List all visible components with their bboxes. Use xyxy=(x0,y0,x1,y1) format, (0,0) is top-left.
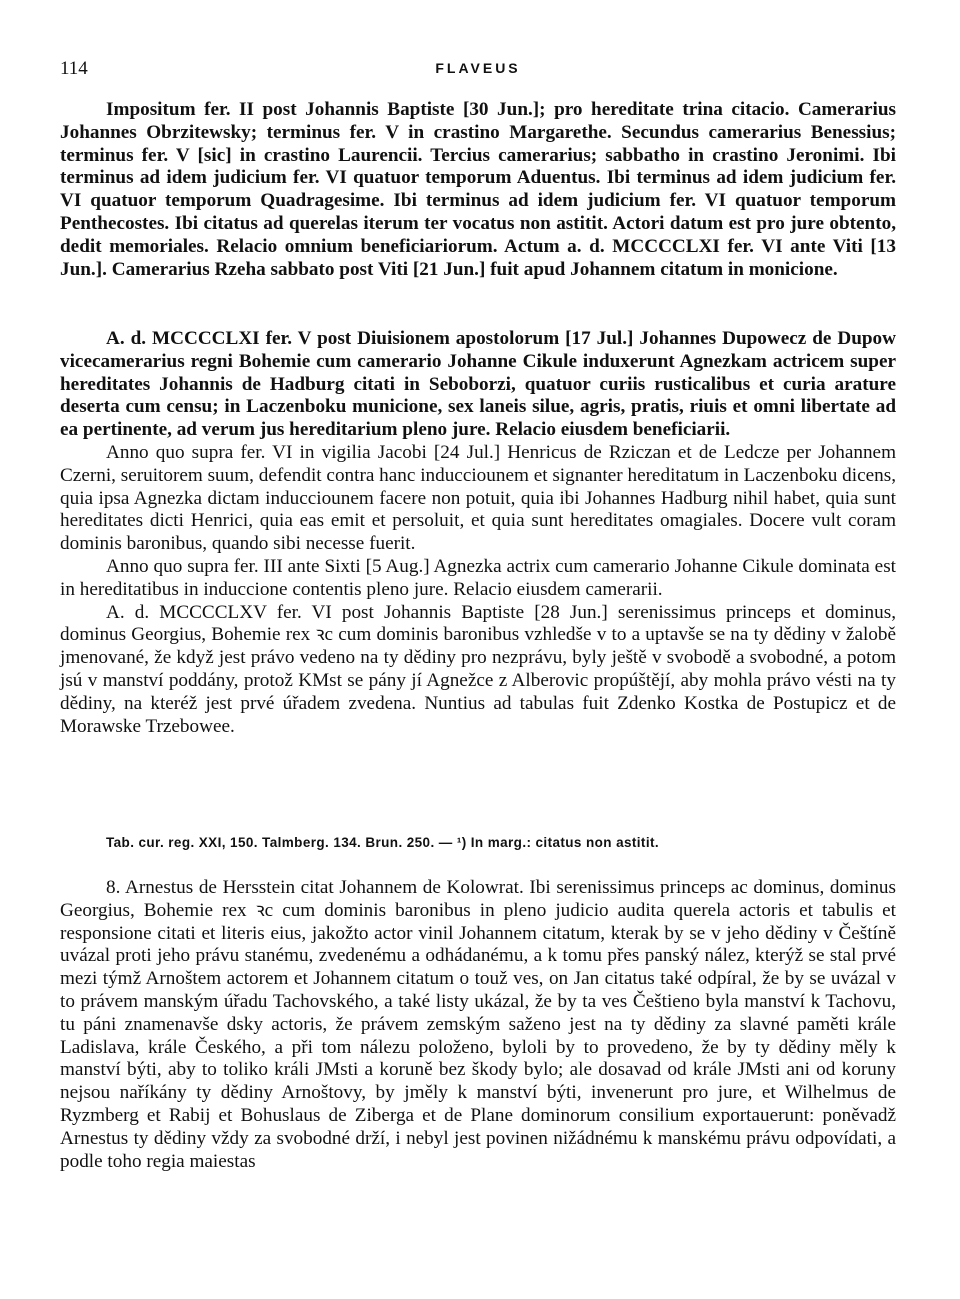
paragraph: Anno quo supra fer. VI in vigilia Jacobi [24 Jul.] Henricus de Rziczan et de Ledcze per Johannem Czerni, seruitorem suum, defendit contra hanc inducciounem et signanter hereditatum in Laczenboku dicens, quia ipsa Agnezka dictam inducciounem facere non potuit, quia ibi Johannes Hadburg nihil habet, quia sunt hereditates dicti Henrici, quia eas emit et persoluit, et quia sunt hereditates omagiales. Docere vult coram dominis baronibus, quando sibi necesse fuerit. xyxy=(60,441,896,555)
entry-induction-record xyxy=(60,328,896,738)
entry-8 xyxy=(60,877,896,1173)
paragraph: A. d. MCCCCLXV fer. VI post Johannis Baptiste [28 Jun.] serenissimus princeps et dominus, dominus Georgius, Bohemie rex ꝛc cum dominis baronibus vzhledše v to a uptavše se na ty dědiny v žalobě jmenované, že když jest právo vedeno na ty dědiny pro nezprávu, byly ještě v svobodě a svobodné, a potom jsú v manství poddány, protož KMst se pány jí Agnežce z Alberovic propúštějí, aby mohla právo vésti na ty dědiny, na kteréž jest prvé úřadem zvedena. Nuntius ad tabulas fuit Zdenko Kostka de Postupicz et de Morawske Trzebowee. xyxy=(60,601,896,737)
running-title: FLAVEUS xyxy=(435,60,521,76)
document-page xyxy=(60,0,896,1299)
paragraph: Anno quo supra fer. III ante Sixti [5 Aug.] Agnezka actrix cum camerario Johanne Cikule dominata est in hereditatibus in induccione contentis pleno jure. Relacio eiusdem camerarii. xyxy=(60,555,896,600)
paragraph: 8. Arnestus de Hersstein citat Johannem de Kolowrat. Ibi serenissimus princeps ac dominus, dominus Georgius, Bohemie rex ꝛc cum dominis baronibus in pleno judicio audita querela actoris et tabulis et responsione citati et literis eius, jakožto actor vinil Johannem citatum, kterak by se v jeho dědiny v Češtíně uvázal proti jeho právu stanému, zvedenému a odhádanému, a k tomu přes panský nález, kterýž se stal prvé mezi týmž Arnoštem actorem et Johannem citatum o touž ves, on Jan citatus také odpíral, že by se uvázal v to právem manským úřadu Tachovského, a také listy ukázal, že by ta ves Češtieno byla manství k Tachovu, tu páni znamenavše dsky actoris, že právem zemským saženo jest na ty dědiny za slavné paměti krále Ladislava, krále Českého, a při tom nálezu položeno, byloli by to provedeno, že by ty dědiny měly k manství býti, aby to toliko králi JMsti a koruně bez škody bylo; ale dosavad od krále JMsti ani od koruny nejsou naříkány ty dědiny Arnoštovy, by jměly k manství býti, invenerunt pro jure, et Wilhelmus de Ryzmberg et Rabij et Bohuslaus de Ziberga et de Plane dominorum consilium exportauerunt: poněvadž Arnestus ty dědiny vždy za svobodné drží, i nebyl jest povinen nižádnému k manskému právu odpovídati, a podle toho regia maiestas xyxy=(60,877,896,1172)
page-number: 114 xyxy=(60,58,88,79)
paragraph: A. d. MCCCCLXI fer. V post Diuisionem apostolorum [17 Jul.] Johannes Dupowecz de Dupow vicecamerarius regni Bohemie cum camerario Johanne Cikule induxerunt Agnezkam actricem super hereditates Johannis de Hadburg citati in Seboborzi, quatuor curiis rusticalibus et curia arature deserta cum censu; in Laczenboku municione, sex laneis silue, agris, pratis, riuis et omni libertate ad ea pertinente, ad verum jus hereditarium pleno jure. Relacio eiusdem beneficiarii. xyxy=(60,328,896,441)
source-footnote: Tab. cur. reg. XXI, 150. Talmberg. 134. Brun. 250. — ¹) In marg.: citatus non astitit. xyxy=(106,835,660,850)
paragraph: Impositum fer. II post Johannis Baptiste [30 Jun.]; pro hereditate trina citacio. Camerarius Johannes Obrzitewsky; terminus fer. V in crastino Margarethe. Secundus camerarius Benessius; terminus fer. V [sic] in crastino Laurencii. Tercius camerarius; sabbatho in crastino Jeronimi. Ibi terminus ad idem judicium fer. VI quatuor temporum Aduentus. Ibi terminus ad idem judicium fer. VI quatuor temporum Quadragesime. Ibi terminus ad idem judicium fer. VI quatuor temporum Penthecostes. Ibi citatus ad querelas iterum ter vocatus non astitit. Actori datum est pro jure obtento, dedit memoriales. Relacio omnium beneficiariorum. Actum a. d. MCCCCLXI fer. VI ante Viti [13 Jun.]. Camerarius Rzeha sabbato post Viti [21 Jun.] fuit apud Johannem citatum in monicione. xyxy=(60,99,896,280)
entry-citation-record xyxy=(60,99,896,281)
page-header xyxy=(60,58,896,82)
